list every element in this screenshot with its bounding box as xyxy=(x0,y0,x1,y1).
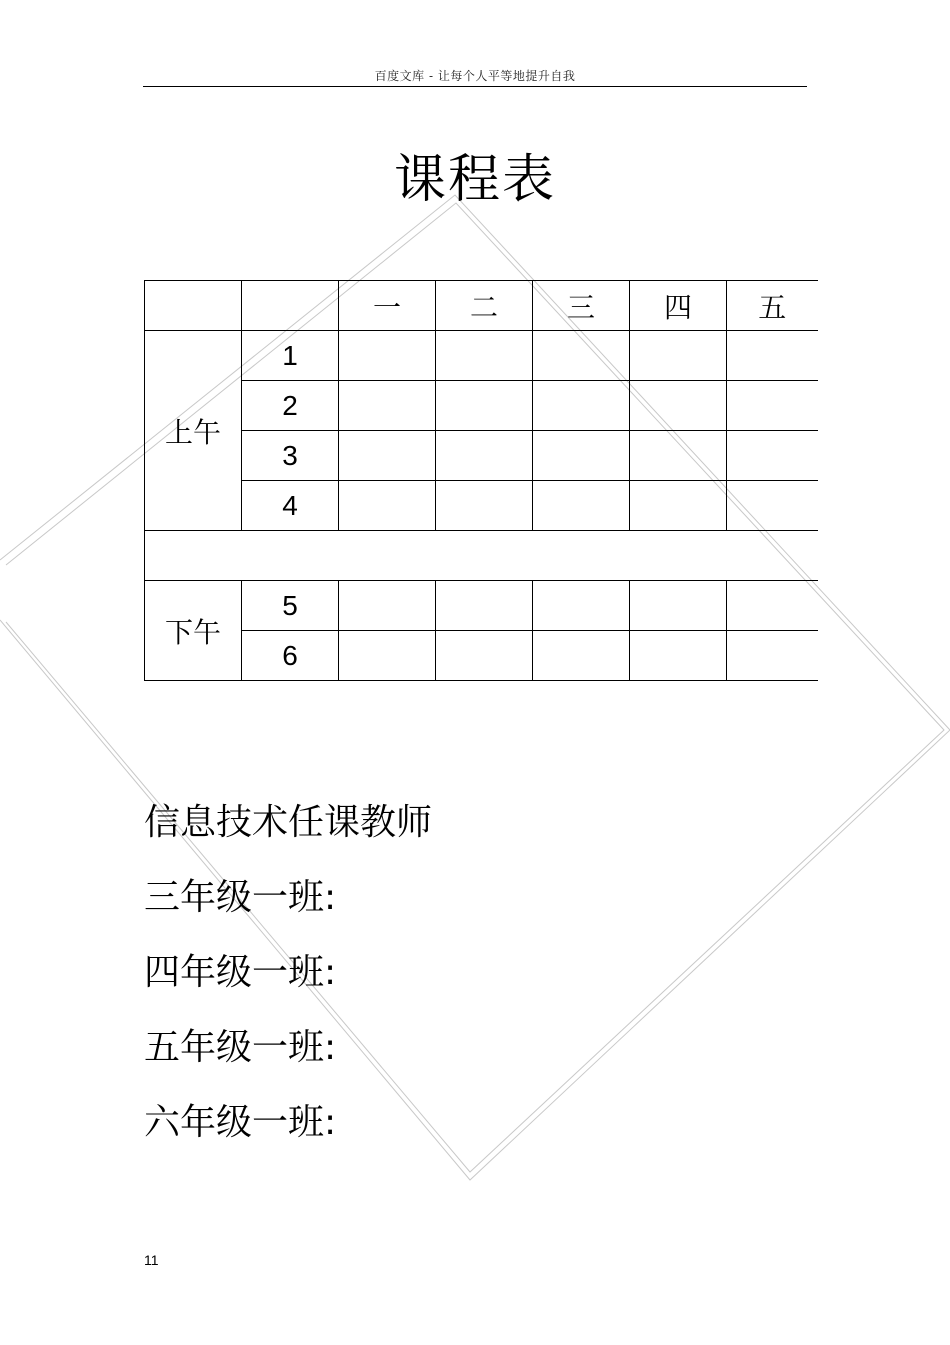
corner-cell xyxy=(145,281,242,331)
lunch-break-row xyxy=(145,531,818,581)
schedule-cell xyxy=(727,431,818,481)
day-header: 一 xyxy=(339,281,436,331)
page-number: 11 xyxy=(144,1252,159,1268)
schedule-cell xyxy=(339,431,436,481)
day-header: 三 xyxy=(533,281,630,331)
schedule-cell xyxy=(630,381,727,431)
header-divider xyxy=(143,86,807,87)
morning-label: 上午 xyxy=(145,331,242,531)
day-header: 二 xyxy=(436,281,533,331)
table-row xyxy=(145,581,818,631)
schedule-cell xyxy=(630,431,727,481)
schedule-cell xyxy=(630,631,727,681)
teacher-line-grade4: 四年级一班: xyxy=(144,952,337,993)
table-row xyxy=(145,481,818,531)
schedule-cell xyxy=(436,481,533,531)
schedule-cell xyxy=(436,581,533,631)
schedule-cell xyxy=(436,431,533,481)
period-number: 1 xyxy=(242,331,339,381)
schedule-cell xyxy=(533,381,630,431)
teacher-line-grade3: 三年级一班: xyxy=(144,877,337,918)
schedule-cell xyxy=(339,481,436,531)
day-header: 五 xyxy=(727,281,818,331)
page-header: 百度文库 - 让每个人平等地提升自我 xyxy=(374,69,576,83)
schedule-cell xyxy=(727,381,818,431)
schedule-cell xyxy=(533,631,630,681)
schedule-cell xyxy=(533,581,630,631)
schedule-cell xyxy=(630,481,727,531)
period-number: 5 xyxy=(242,581,339,631)
schedule-cell xyxy=(630,581,727,631)
schedule-cell xyxy=(727,631,818,681)
afternoon-label: 下午 xyxy=(145,581,242,681)
period-number: 2 xyxy=(242,381,339,431)
schedule-cell xyxy=(339,581,436,631)
table-row xyxy=(145,331,818,381)
day-header: 四 xyxy=(630,281,727,331)
schedule-cell xyxy=(436,331,533,381)
teacher-line-grade5: 五年级一班: xyxy=(144,1027,337,1068)
corner-cell xyxy=(242,281,339,331)
period-number: 6 xyxy=(242,631,339,681)
page-title: 课程表 xyxy=(393,150,556,210)
teacher-heading: 信息技术任课教师 xyxy=(144,802,433,843)
teacher-list xyxy=(144,795,432,1170)
lunch-break-cell xyxy=(145,531,818,581)
table-header-row xyxy=(145,281,818,331)
schedule-cell xyxy=(436,631,533,681)
schedule-cell xyxy=(533,431,630,481)
schedule-cell xyxy=(630,331,727,381)
table-row xyxy=(145,431,818,481)
table-row xyxy=(145,381,818,431)
teacher-line-grade6: 六年级一班: xyxy=(144,1102,337,1143)
schedule-cell xyxy=(727,581,818,631)
schedule-cell xyxy=(339,331,436,381)
schedule-cell xyxy=(339,631,436,681)
period-number: 3 xyxy=(242,431,339,481)
table-row xyxy=(145,631,818,681)
schedule-cell xyxy=(339,381,436,431)
schedule-cell xyxy=(727,331,818,381)
period-number: 4 xyxy=(242,481,339,531)
schedule-table xyxy=(144,280,818,681)
schedule-cell xyxy=(533,481,630,531)
schedule-cell xyxy=(533,331,630,381)
schedule-cell xyxy=(727,481,818,531)
schedule-cell xyxy=(436,381,533,431)
